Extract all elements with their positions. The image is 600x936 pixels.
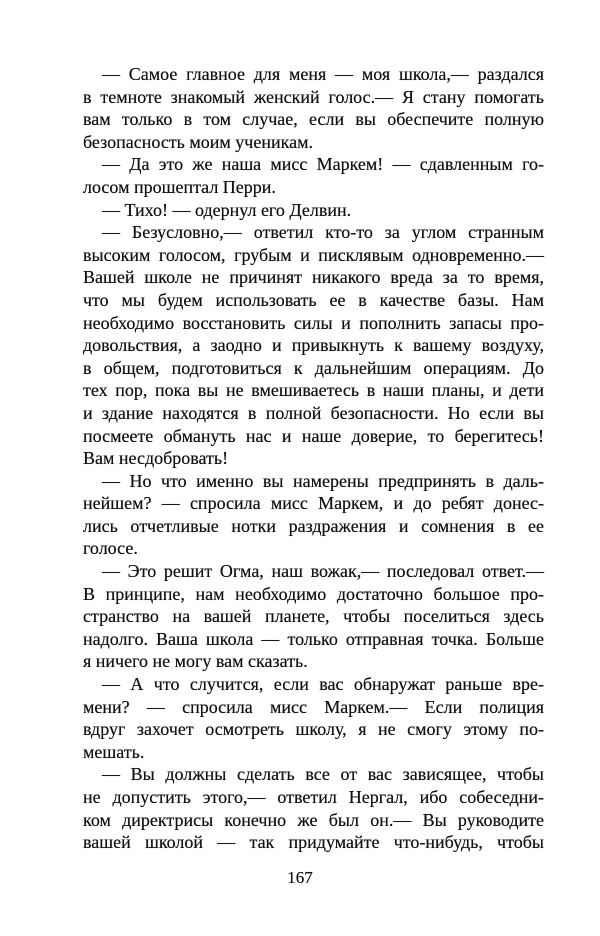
text-line: — Вы должны сделать все от вас зависящее, чтобы (102, 764, 544, 785)
text-line: посмеете обмануть нас и наше доверие, то берегитесь! (83, 425, 544, 446)
text-line: — Это решит Огма, наш вожак,— последовал ответ.— (102, 561, 544, 582)
text-line: мени? — спросила мисс Маркем.— Если полиция (83, 696, 544, 717)
text-line: — А что случится, если вас обнаружат раньше вре- (102, 674, 544, 695)
paragraph (83, 153, 544, 198)
text-line: мешать. (83, 741, 145, 762)
text-line: — Безусловно,— ответил кто-то за углом странным (102, 222, 544, 243)
text-line: высоким голосом, грубым и писклявым одновременно.— (83, 244, 544, 265)
text-line: я ничего не могу вам сказать. (83, 651, 308, 672)
text-line: не допустить этого,— ответил Нергал, ибо собеседни- (83, 787, 544, 807)
text-line: ком директрисы конечно же был он.— Вы руководите (83, 809, 544, 830)
paragraph (83, 199, 544, 222)
paragraph (83, 763, 544, 853)
text-line: лись отчетливые нотки раздражения и сомнения в ее (83, 515, 544, 536)
paragraph (83, 221, 544, 470)
text-line: в общем, подготовиться к дальнейшим операциям. До (83, 357, 544, 378)
paragraph (83, 560, 544, 673)
text-line: необходимо восстановить силы и пополнить запасы про- (83, 312, 544, 333)
text-line: лосом прошептал Перри. (83, 176, 276, 197)
text-line: Вашей школе не причинят никакого вреда за то время, (83, 267, 544, 288)
text-line: безопасность моим ученикам. (83, 131, 313, 152)
paragraph (83, 470, 544, 560)
page-number: 167 (287, 868, 313, 887)
text-line: — Самое главное для меня — моя школа,— раздался (102, 64, 544, 84)
text-line: тех пор, пока вы не вмешиваетесь в наши планы, и дети (83, 380, 544, 401)
text-line: — Да это же наша мисс Маркем! — сдавленным го- (102, 154, 544, 175)
paragraph (83, 673, 544, 763)
text-line: В принципе, нам необходимо достаточно большое про- (83, 583, 544, 604)
text-line: и здание находятся в полной безопасности. Но если вы (83, 402, 544, 423)
text-line: нейшем? — спросила мисс Маркем, и до ребят донес- (83, 493, 544, 514)
text-line: довольствия, а заодно и привыкнуть к вашему воздуху, (83, 335, 544, 356)
text-line: Вам несдобровать! (83, 448, 229, 469)
text-line: — Но что именно вы намерены предпринять в даль- (102, 470, 544, 491)
text-line: в темноте знакомый женский голос.— Я стану помогать (83, 86, 544, 107)
text-line: голосе. (83, 538, 138, 559)
book-page-text (83, 63, 544, 854)
text-line: странство на вашей планете, чтобы поселиться здесь (83, 606, 544, 627)
text-line: вашей школой — так придумайте что-нибудь, чтобы (83, 832, 544, 853)
text-line: вдруг захочет осмотреть школу, я не смогу этому по- (83, 719, 544, 740)
text-line: — Тихо! — одернул его Делвин. (102, 199, 352, 220)
text-line: что мы будем использовать ее в качестве базы. Нам (83, 289, 544, 310)
text-line: вам только в том случае, если вы обеспечите полную (83, 109, 544, 130)
text-line: надолго. Ваша школа — только отправная точка. Больше (83, 628, 544, 649)
paragraph (83, 63, 544, 153)
